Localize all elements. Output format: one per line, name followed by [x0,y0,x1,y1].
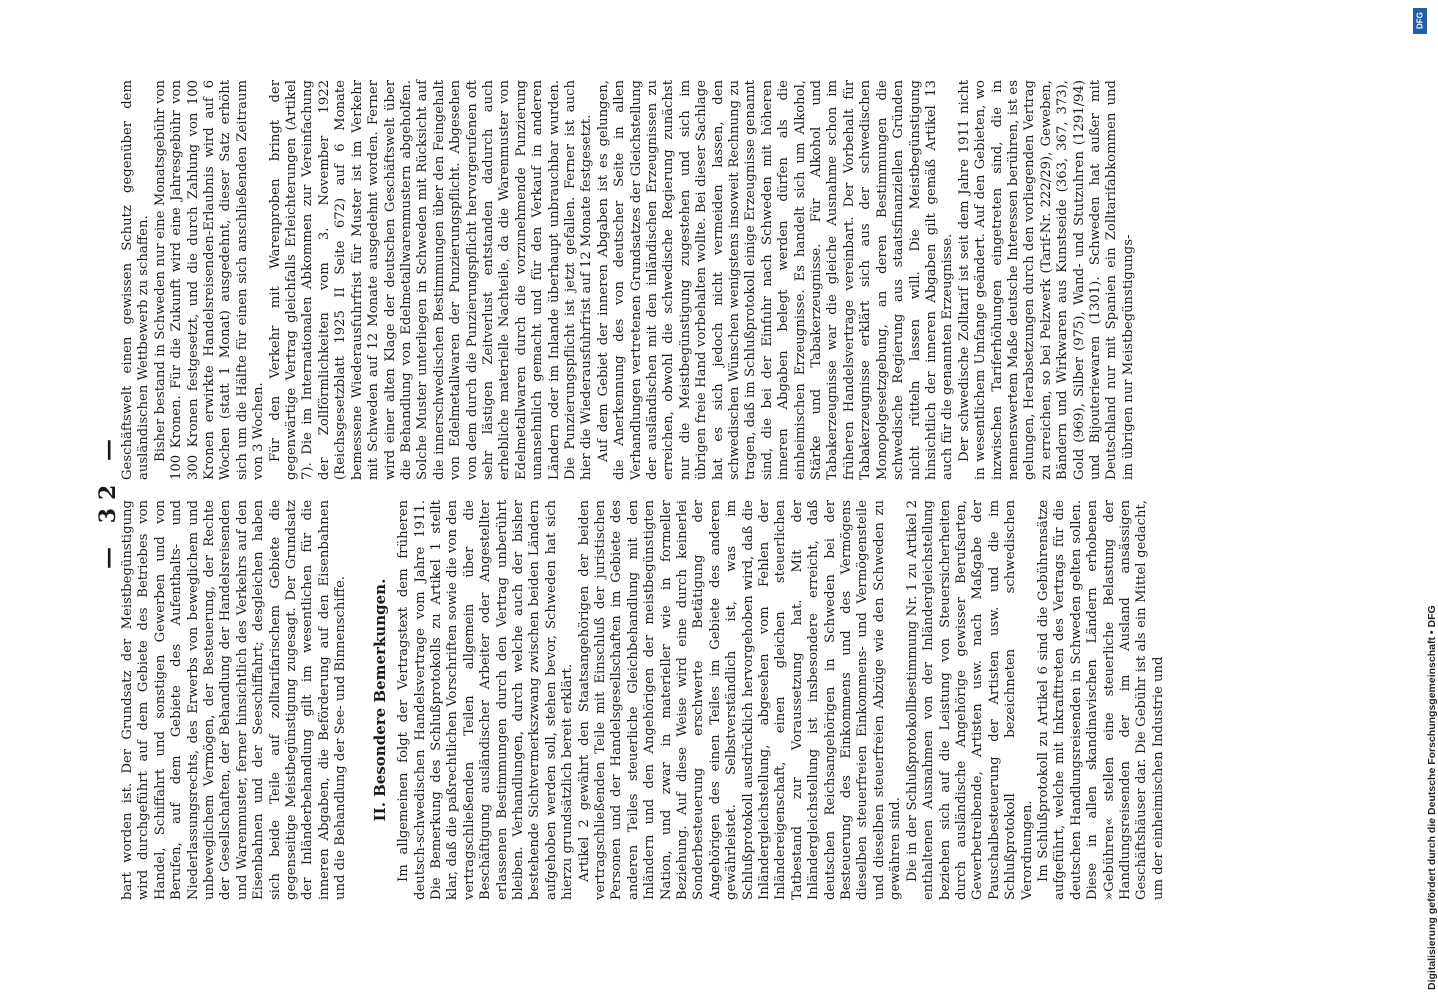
left-column [120,500,1167,900]
right-column [120,80,1137,480]
dfg-logo: DFG [1413,8,1427,34]
paragraph: Für den Verkehr mit Warenproben bringt der gegenwärtige Vertrag gleichfalls Erleichterungen (Artikel 7). Die im Internationalen Abkommen zur Vereinfachung der Zollförmlichkeiten vom 3. November 1922 (Reichsgesetzblatt 1925 II Seite 672) auf 6 Monate bemessene Wiederausfuhrfrist für Muster ist im Verkehr mit Schweden auf 12 Monate ausgedehnt worden. Ferner wird einer alten Klage der deutschen Geschäftswelt über die Behandlung von Edelmetallwarenmustern abgeholfen. Solche Muster unterliegen in Schweden mit Rücksicht auf die innerschwedischen Bestimmungen über den Feingehalt von Edelmetallwaren der Punzierungspflicht. Abgesehen von dem durch die Punzierungspflicht hervorgerufenen oft sehr lästigen Zeitverlust entstanden dadurch auch erhebliche materielle Nachteile, da die Warenmuster von Edelmetallwaren durch die vorzunehmende Punzierung unansehnlich gemacht und für den Verkauf in anderen Ländern oder im Inlande überhaupt unbrauchbar wurden. Die Punzierungspflicht ist jetzt gefallen. Ferner ist auch hier die Wiederausfuhrfrist auf 12 Monate festgesetzt. [267,80,595,480]
digitization-credit: Digitalisierung gefördert durch die Deutsche Forschungsgemeinschaft • DFG [1426,605,1438,990]
paragraph: Artikel 2 gewährt den Staatsangehörigen der beiden vertragschließenden Teile mit Einschluß der juristischen Personen und der Handelsgesellschaften im Gebiete des anderen Teiles steuerliche Gleichbehandlung mit den Inländern und den Angehörigen der meistbegünstigten Nation, und zwar in materieller wie in formeller Beziehung. Auf diese Weise wird eine durch keinerlei Sonderbesteuerung erschwerte Betätigung der Angehörigen des einen Teiles im Gebiete des anderen gewährleistet. Selbstverständlich ist, was im Schlußprotokoll ausdrücklich hervorgehoben wird, daß die Inländergleichstellung, abgesehen vom Fehlen der Inländereigenschaft, einen gleichen steuerlichen Tatbestand zur Voraussetzung hat. Mit der Inländergleichstellung ist insbesondere erreicht, daß deutschen Reichsangehörigen in Schweden bei der Besteuerung des Einkommens und des Vermögens dieselben steuerfreien Einkommens- und Vermögensteile und dieselben steuerfreien Abzüge wie den Schweden zu gewähren sind. [576,500,904,900]
paragraph: Der schwedische Zolltarif ist seit dem Jahre 1911 nicht in wesentlichem Umfange geändert. Auf den Gebieten, wo inzwischen Tariferhöhungen eingetreten sind, die in nennenswertem Maße deutsche Interessen berühren, ist es gelungen, Herabsetzungen durch den vorliegenden Vertrag zu erreichen, so bei Pelzwerk (Tarif-Nr. 222/29), Geweben, Bändern und Wirkwaren aus Kunstseide (363, 367, 373), Gold (969), Silber (975), Wand- und Stutzuhren (1291/94) und Bijouteriewaren (1301). Schweden hat außer mit Deutschland nur mit Spanien ein Zolltarifabkommen und im übrigen nur Meistbegünstigungs- [956,80,1136,480]
paragraph: Im Schlußprotokoll zu Artikel 6 sind die Gebührensätze aufgeführt, welche mit Inkrafttreten des Vertrags für die deutschen Handlungsreisenden in Schweden gelten sollen. Diese in allen skandinavischen Ländern erhobenen »Gebühren« stellen eine steuerliche Belastung der Handlungsreisenden der im Ausland ansässigen Geschäftshäuser dar. Die Gebühr ist als ein Mittel gedacht, um der einheimischen Industrie und [1035,500,1166,900]
paragraph: Im allgemeinen folgt der Vertragstext dem früheren deutsch-schwedischen Handelsvertrage vom Jahre 1911. Die Bemerkung des Schlußprotokolls zu Artikel 1 stellt klar, daß die paßrechtlichen Vorschriften sowie die von den vertragschließenden Teilen allgemein über die Beschäftigung ausländischer Arbeiter oder Angestellter erlassenen Bestimmungen durch den Vertrag unberührt bleiben. Verhandlungen, durch welche auch der bisher bestehende Sichtvermerkszwang zwischen beiden Ländern aufgehoben werden soll, stehen bevor, Schweden hat sich hierzu grundsätzlich bereit erklärt. [396,500,576,900]
page-number: — 32 — [95,431,121,569]
paragraph: Bisher bestand in Schweden nur eine Monatsgebühr von 100 Kronen. Für die Zukunft wird eine Jahresgebühr von 300 Kronen festgesetzt, und die durch Zahlung von 100 Kronen erwirkte Handelsreisenden-Erlaubnis wird auf 6 Wochen (statt 1 Monat) ausgedehnt, dieser Satz erhöht sich um die Hälfte für einen sich anschließenden Zeitraum von 3 Wochen. [152,80,267,480]
paragraph: Die in der Schlußprotokollbestimmung Nr. 1 zu Artikel 2 enthaltenen Ausnahmen von der Inländergleichstellung beziehen sich auf die Leistung von Steuersicherheiten durch ausländische Angehörige gewisser Berufsarten, Gewerbetreibende, Artisten usw. nach Maßgabe der Pauschalbesteuerung der Artisten usw. und die im Schlußprotokoll bezeichneten schwedischen Verordnungen. [904,500,1035,900]
section-heading: II. Besondere Bemerkungen. [370,578,389,822]
paragraph: Auf dem Gebiet der inneren Abgaben ist es gelungen, die Anerkennung des von deutscher Seite in allen Verhandlungen vertretenen Grundsatzes der Gleichstellung der ausländischen mit den inländischen Erzeugnissen zu erreichen, obwohl die schwedische Regierung zunächst nur die Meistbegünstigung zugestehen und sich im übrigen freie Hand vorbehalten wollte. Bei dieser Sachlage hat es sich jedoch nicht vermeiden lassen, den schwedischen Wünschen wenigstens insoweit Rechnung zu tragen, daß im Schlußprotokoll einige Erzeugnisse genannt sind, die bei der Einfuhr nach Schweden mit höheren inneren Abgaben belegt werden dürfen als die einheimischen Erzeugnisse. Es handelt sich um Alkohol, Stärke und Tabakerzeugnisse. Für Alkohol und Tabakerzeugnisse war die gleiche Ausnahme schon im früheren Handelsvertrage vereinbart. Der Vorbehalt für Tabakerzeugnisse erklärt sich aus der schwedischen Monopolgesetzgebung, an deren Bestimmungen die schwedische Regierung aus staatsfinanziellen Gründen nicht rütteln lassen will. Die Meistbegünstigung hinsichtlich der inneren Abgaben gilt gemäß Artikel 13 auch für die genannten Erzeugnisse. [595,80,956,480]
paragraph: Geschäftswelt einen gewissen Schutz gegenüber dem ausländischen Wettbewerb zu schaffen. [120,80,152,480]
paragraph: bart worden ist. Der Grundsatz der Meistbegünstigung wird durchgeführt auf dem Gebiete des Betriebes von Handel, Schiffahrt und sonstigen Gewerben und von Berufen, auf dem Gebiete des Aufenthalts- und Niederlassungsrechts, des Erwerbs von beweglichem und unbeweglichem Vermögen, der Besteuerung, der Rechte der Gesellschaften, der Behandlung der Handelsreisenden und Warenmuster, ferner hinsichtlich des Verkehrs auf den Eisenbahnen und der Seeschiffahrt; desgleichen haben sich beide Teile auf zolltarifarischem Gebiete die gegenseitige Meistbegünstigung zugesagt. Der Grundsatz der Inländerbehandlung gilt im wesentlichen für die inneren Abgaben, die Beförderung auf den Eisenbahnen und die Behandlung der See- und Binnenschiffe. [120,500,349,900]
